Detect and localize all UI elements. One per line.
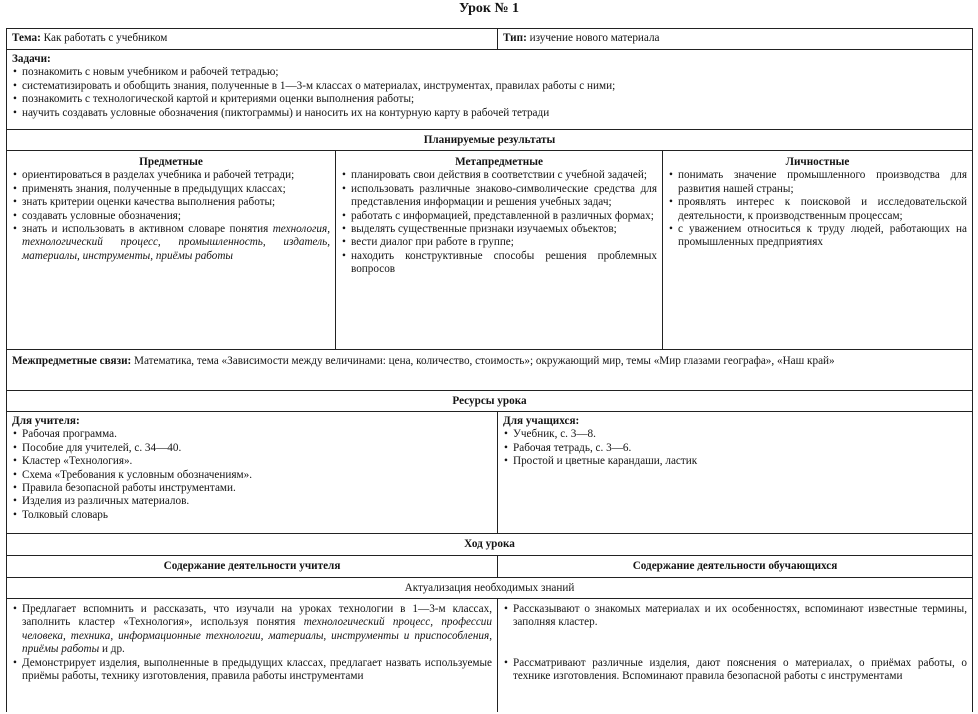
meta-results [335,151,662,349]
list-item: • планировать свои действия в соответствии с учебной задачей; [341,169,657,182]
meta-header: Метапредметные [455,156,543,168]
lesson-content [6,598,973,712]
type-label: Тип: [503,32,527,44]
tasks-section [6,49,973,130]
lesson-header: Ход урока [6,533,973,556]
page-title: Урок № 1 [458,1,520,16]
tasks-list [12,66,967,120]
list-item: • Рассматривают различные изделия, дают пояснения о материалах, о приёмах работы, о технике изготовления. Вспоминают правила безопасной работы с инструментами [503,657,967,684]
list-item: • Рабочая тетрадь, с. 3—6. [503,442,967,455]
type-value: изучение нового материала [529,32,660,44]
list-item: • создавать условные обозначения; [12,210,330,223]
list-item: • понимать значение промышленного производства для развития нашей страны; [668,169,967,196]
list-item: • Кластер «Технология». [12,455,492,468]
personal-results [662,151,972,349]
teacher-item-prefix: Предлагает вспомнить и рассказать, что изучали на уроках технологии в 1—3-м классах, заполнить кластер «Технология», используя понятия [22,603,492,629]
list-item: • использовать различные знаково-символические средства для представления информации и решения учебных задач; [341,183,657,210]
teacher-activity [7,599,497,712]
subject-header: Предметные [139,156,203,168]
interdisciplinary-section [6,349,973,391]
list-item: • научить создавать условные обозначения (пиктограммы) и наносить их на контурную карту в рабочей тетради [12,107,967,120]
planned-results-header: Планируемые результаты [6,129,973,151]
student-activity-list [503,603,967,684]
topic-label: Тема: [12,32,41,44]
lesson-column-headers [6,555,973,578]
student-resources-list [503,428,967,468]
list-item: • вести диалог при работе в группе; [341,236,657,249]
tasks-label: Задачи: [12,53,51,65]
list-item: • Рассказывают о знакомых материалах и их особенностях, вспоминают известные термины, заполняя кластер. [503,603,967,630]
list-item: • выделять существенные признаки изучаемых объектов; [341,223,657,236]
list-item: • систематизировать и обобщить знания, полученные в 1—3-м классах о материалах, инструментах, правилах работы с ними; [12,80,967,93]
list-item: • применять знания, полученные в предыдущих классах; [12,183,330,196]
subject-results [7,151,335,349]
lesson-stage: Актуализация необходимых знаний [6,577,973,599]
subject-list [12,169,330,263]
list-item: • Учебник, с. 3—8. [503,428,967,441]
teacher-item-italic: технологический процесс, профессии человека, техника, информационные технологии, материалы, инструменты и приспособления, приёмы работы [22,616,492,656]
teacher-resources [7,412,497,533]
list-item: • познакомить с новым учебником и рабочей тетрадью; [12,66,967,79]
teacher-activity-list [12,603,492,683]
list-item: • Толковый словарь [12,509,492,522]
teacher-resources-label: Для учителя: [12,415,80,427]
topic-value: Как работать с учебником [43,32,168,44]
list-item: • работать с информацией, представленной в различных формах; [341,210,657,223]
list-item: • Рабочая программа. [12,428,492,441]
list-item: • находить конструктивные способы решения проблемных вопросов [341,250,657,277]
interdisciplinary-label: Межпредметные связи: [12,355,132,367]
list-item: • Пособие для учителей, с. 34—40. [12,442,492,455]
topic-type-row [6,28,973,50]
teacher-item-suffix: и др. [99,643,125,656]
list-item [12,223,330,263]
personal-list [668,169,967,249]
list-item [12,603,492,657]
interdisciplinary-text: Математика, тема «Зависимости между величинами: цена, количество, стоимость»; окружающий мир, темы «Мир глазами географа», «Наш край» [134,355,835,367]
student-activity [497,599,972,712]
subject-last-italic: технология, технологический процесс, промышленность, издатель, материалы, инструменты, приёмы работы [22,223,330,262]
teacher-resources-list [12,428,492,522]
list-item: • Правила безопасной работы инструментами. [12,482,492,495]
planned-results-grid [6,150,973,350]
student-resources [497,412,972,533]
resources-grid [6,411,973,534]
student-column-header: Содержание деятельности обучающихся [497,556,972,577]
list-item: • Схема «Требования к условным обозначениям». [12,469,492,482]
list-item: • Изделия из различных материалов. [12,495,492,508]
topic-cell [7,29,497,49]
student-resources-label: Для учащихся: [503,415,580,427]
teacher-item-prefix: Демонстрирует изделия, выполненные в предыдущих классах, предлагает назвать используемые приёмы работы, технику изготовления, правила работы инструментами [22,656,492,683]
list-item: • знать критерии оценки качества выполнения работы; [12,196,330,209]
subject-last-prefix: знать и использовать в активном словаре понятия [22,223,273,236]
list-item [12,657,492,684]
personal-header: Личностные [785,156,850,168]
list-item: • познакомить с технологической картой и критериями оценки выполнения работы; [12,93,967,106]
list-item: • Простой и цветные карандаши, ластик [503,455,967,468]
resources-header: Ресурсы урока [6,390,973,412]
list-item: • с уважением относиться к труду людей, работающих на промышленных предприятиях [668,223,967,250]
teacher-column-header: Содержание деятельности учителя [163,560,341,572]
meta-list [341,169,657,276]
type-cell [497,29,972,49]
list-item: • ориентироваться в разделах учебника и рабочей тетради; [12,169,330,182]
list-item: • проявлять интерес к поисковой и исследовательской деятельности, к производственным процессам; [668,196,967,223]
